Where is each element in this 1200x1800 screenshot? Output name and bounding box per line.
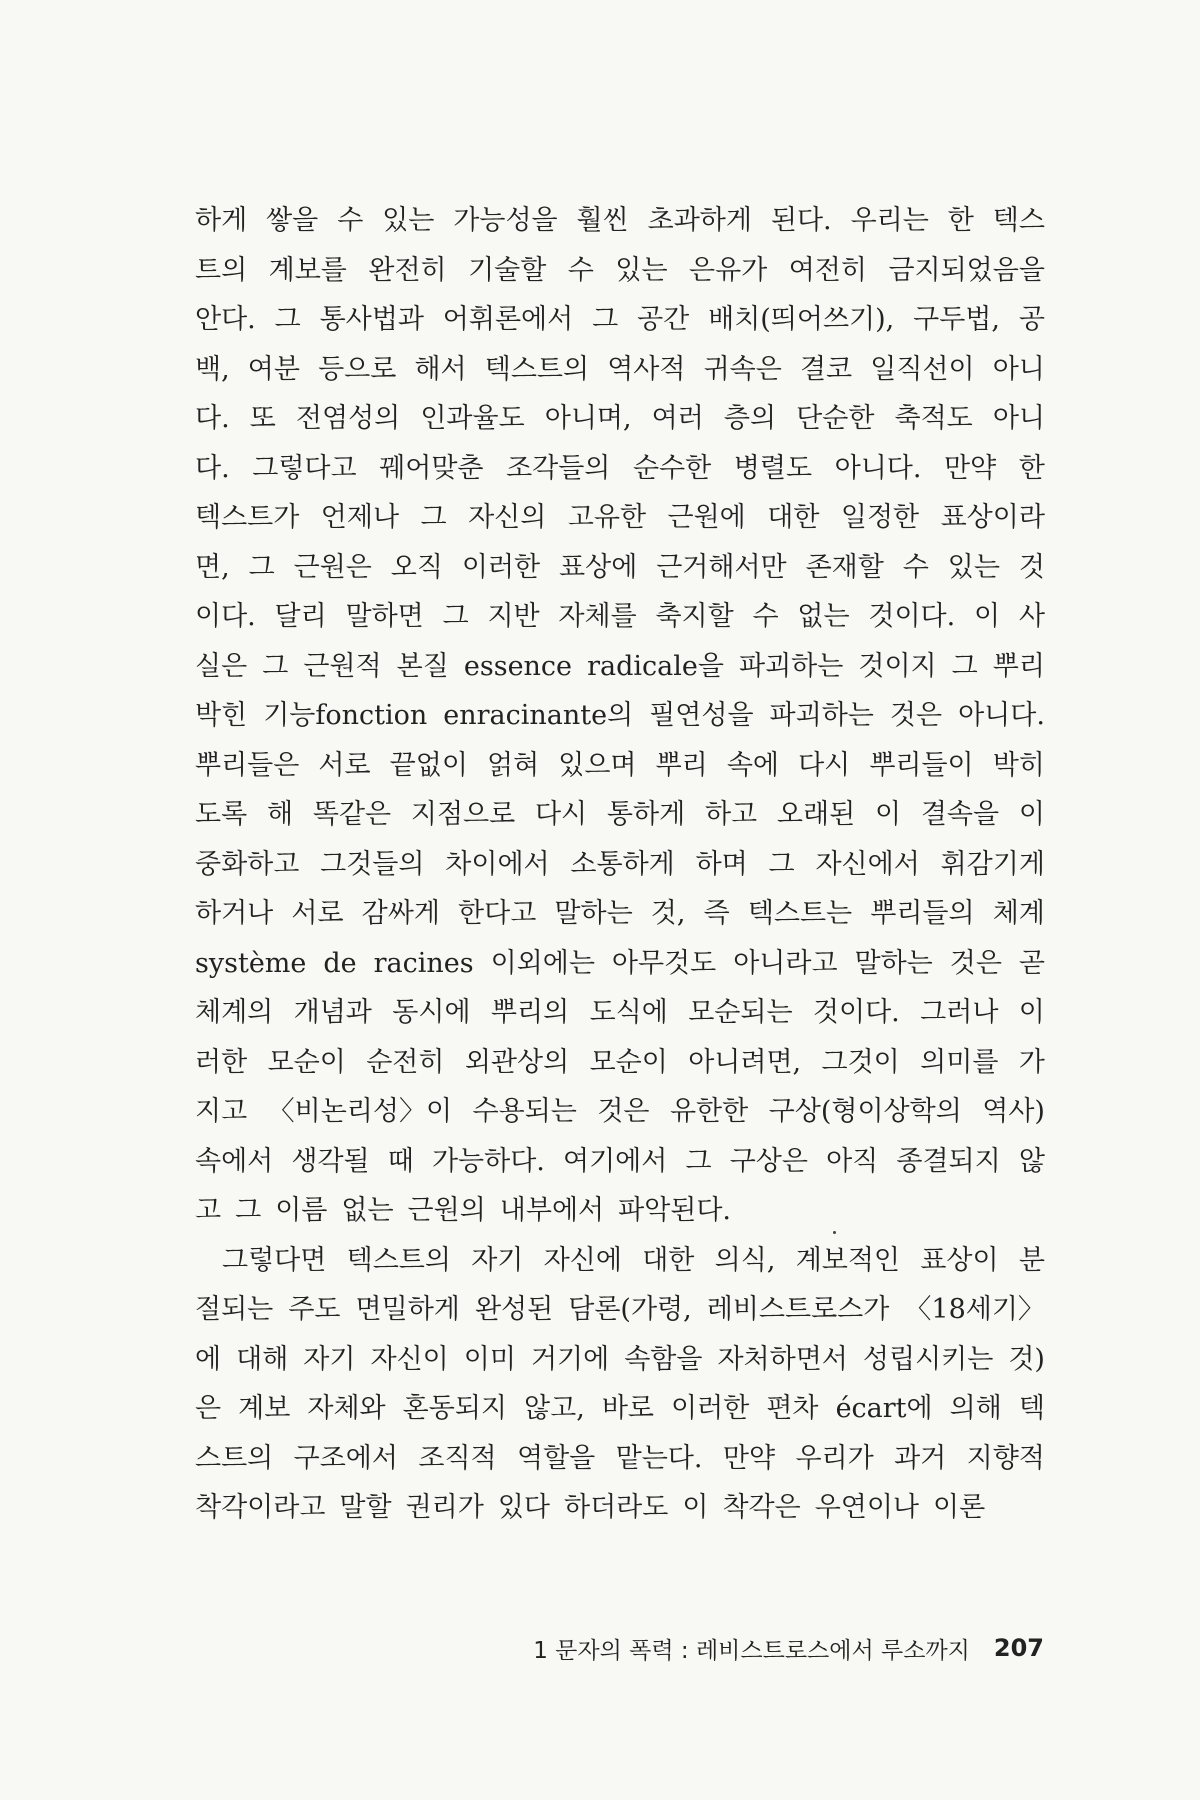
word: 수 (902, 551, 929, 583)
word: 뿌리 (992, 650, 1045, 682)
word: 이다. (195, 601, 256, 632)
word: 병렬도 (733, 452, 813, 484)
body-text (195, 196, 1045, 1533)
word: 속에서 (195, 1145, 274, 1177)
word: 외관상의 (464, 1046, 570, 1078)
text-line (195, 988, 1045, 1038)
word: 지점으로 (410, 799, 516, 830)
text-line (195, 1434, 1045, 1484)
word: 않 (1018, 1145, 1045, 1177)
word: 수 (567, 254, 594, 286)
word: 유한한 (669, 1096, 749, 1127)
word: 표상이라 (940, 502, 1045, 533)
word: 뿌리의 (490, 997, 570, 1028)
word: 완성된 (474, 1294, 554, 1325)
word: 만약 (722, 1442, 776, 1474)
word: 거기에 (530, 1343, 610, 1375)
text-line (195, 295, 1045, 345)
word: 똑같은 (312, 799, 392, 830)
word: 인과율도 (420, 403, 525, 434)
word: 그 (951, 650, 978, 682)
word: 면밀하게 (355, 1294, 460, 1325)
word: 은유가 (689, 254, 768, 286)
word: 뿌리들이 (869, 749, 974, 781)
word: 단순한 (796, 403, 875, 434)
text-line (195, 493, 1045, 543)
word: 언제나 (320, 502, 400, 533)
word: 하며 (695, 848, 748, 880)
word: 사 (1018, 601, 1045, 632)
word: 러한 (195, 1046, 248, 1078)
word: 은 (195, 1393, 222, 1424)
word: 백, (195, 353, 230, 385)
word: 그 (768, 848, 795, 880)
word: 전염성의 (295, 403, 401, 434)
word: 다시 (798, 749, 851, 781)
word: 자기 (303, 1343, 356, 1375)
word: de (323, 947, 357, 979)
word: 그 (592, 304, 619, 335)
word: 말할 (339, 1492, 392, 1523)
word: 만약 (944, 452, 997, 484)
word: 고유한 (567, 502, 647, 533)
word: 이 (1018, 799, 1045, 830)
text-line (195, 1236, 1045, 1286)
word: 중화하고 (195, 848, 300, 880)
word: 트의 (195, 254, 248, 286)
word: 가능하다. (431, 1145, 545, 1177)
word: 이러한 (671, 1393, 750, 1424)
word: système (195, 947, 307, 979)
text-line (195, 246, 1045, 296)
text-line (195, 543, 1045, 593)
word: 가 (1018, 1046, 1045, 1078)
word: 하고 (704, 799, 758, 830)
word: 하게 (195, 205, 248, 236)
word: 에 (195, 1343, 222, 1375)
word: 것은 (949, 947, 1002, 979)
text-line (195, 1137, 1045, 1187)
word: 자체와 (307, 1393, 386, 1424)
text-line (195, 592, 1045, 642)
word: 일직선이 (870, 353, 975, 385)
word: 차이에서 (445, 848, 550, 880)
word: 그것들의 (320, 848, 425, 880)
word: 것, (650, 898, 686, 929)
word: 그 (262, 650, 289, 682)
word: 지고 (195, 1096, 248, 1127)
word: 본질 (396, 650, 449, 682)
word: 오직 (390, 551, 443, 583)
word: 착각은 (722, 1492, 801, 1523)
word: 이외에는 (490, 947, 595, 979)
text-line (195, 1483, 1045, 1533)
word: 다. (195, 403, 230, 434)
text-line (195, 1285, 1045, 1335)
word: 스트의 (195, 1442, 274, 1474)
word: 대한 (767, 502, 820, 533)
word: 구두법, (913, 304, 1000, 335)
word: écart에 (835, 1393, 933, 1424)
word: 모순되는 (688, 997, 793, 1028)
word: 생각될 (291, 1145, 370, 1177)
word: 〈비논리성〉이 (267, 1096, 453, 1127)
word: 파괴하는 (769, 700, 874, 731)
word: 역사) (982, 1096, 1045, 1127)
text-line (195, 345, 1045, 395)
word: 안다. (195, 304, 256, 335)
word: 근거해서만 (656, 551, 787, 583)
word: 분 (1018, 1244, 1045, 1276)
word: 〈18세기〉 (904, 1294, 1045, 1325)
word: 자신의 (468, 502, 547, 533)
word: 이 (682, 1492, 709, 1523)
word: 모순이 (267, 1046, 346, 1078)
word: 그렇다면 (222, 1244, 327, 1276)
word: 아니다. (958, 700, 1045, 731)
text-line (195, 1384, 1045, 1434)
text-line (195, 1335, 1045, 1385)
word: 결코 (799, 353, 853, 385)
word: 이러한 (461, 551, 541, 583)
word: 역사적 (607, 353, 686, 385)
word: 지반 (487, 601, 540, 632)
word: 말하는 (554, 898, 633, 929)
word: 도식에 (589, 997, 668, 1028)
word: 근원에 (667, 502, 746, 533)
word: 있으며 (558, 749, 637, 781)
word: 텍스트의 (484, 353, 590, 385)
word: 끝없이 (389, 749, 468, 781)
word: 것은 (597, 1096, 650, 1127)
word: 구상(형이상학의 (768, 1096, 962, 1127)
word: 계보적인 (795, 1244, 901, 1276)
word: 통사법과 (319, 304, 424, 335)
word: 달리 (274, 601, 327, 632)
word: 박힌 (195, 700, 248, 731)
text-line (195, 196, 1045, 246)
word: 꿰어맞춘 (379, 452, 484, 484)
word: 체계 (992, 898, 1045, 929)
word: 금지되었음을 (888, 254, 1045, 286)
word: 축적도 (894, 403, 973, 434)
word: 한 (947, 205, 974, 236)
word: 속함을 (624, 1343, 703, 1375)
word: 하더라도 (564, 1492, 669, 1523)
word: 조직적 (418, 1442, 497, 1474)
word: 역할을 (517, 1442, 596, 1474)
word: 것 (1018, 551, 1045, 583)
text-line (195, 394, 1045, 444)
word: 소통하게 (570, 848, 675, 880)
word: 있는 (382, 205, 435, 236)
word: 기술할 (468, 254, 547, 286)
word: 아무것도 (611, 947, 717, 979)
word: 의해 (949, 1393, 1002, 1424)
word: 즉 (703, 898, 730, 929)
word: 모순이 (589, 1046, 668, 1078)
text-line (195, 642, 1045, 692)
word: 여전히 (788, 254, 867, 286)
word: 된다. (770, 205, 832, 236)
word: 가능성을 (453, 205, 558, 236)
text-line (195, 741, 1045, 791)
word: 조각들의 (506, 452, 611, 484)
word: 그 (248, 551, 275, 583)
word: 파괴하는 (738, 650, 844, 682)
word: 수 (337, 205, 364, 236)
word: 다시 (534, 799, 588, 830)
word: 자신에서 (815, 848, 920, 880)
word: 순수한 (632, 452, 712, 484)
word: 여러 (651, 403, 704, 434)
word: 자신이 (370, 1343, 449, 1375)
word: 또 (249, 403, 276, 434)
word: 텍스트가 (195, 502, 300, 533)
word: 자기 (471, 1244, 524, 1276)
word: 내부에서 (499, 1195, 605, 1226)
word: 아직 (826, 1145, 879, 1177)
word: 수 (752, 601, 779, 632)
word: 없는 (341, 1195, 394, 1226)
word: 일정한 (840, 502, 920, 533)
word: 그 (274, 304, 301, 335)
word: 자체를 (558, 601, 637, 632)
word: 근원적 (303, 650, 382, 682)
word: 성립시키는 (862, 1343, 994, 1375)
word: 도록 (195, 799, 248, 830)
word: 담론(가령, (568, 1294, 692, 1325)
print-speck (833, 1231, 836, 1234)
word: 자신에 (543, 1244, 622, 1276)
word: 개념과 (293, 997, 372, 1028)
word: 그 (420, 502, 447, 533)
word: 파악된다. (618, 1195, 732, 1226)
word: 대한 (642, 1244, 695, 1276)
text-line (195, 1087, 1045, 1137)
word: 아니라고 (733, 947, 838, 979)
word: 체계의 (195, 997, 274, 1028)
word: 동시에 (392, 997, 471, 1028)
word: 감싸게 (361, 898, 440, 929)
word: 이론 (933, 1492, 986, 1523)
word: 오래된 (776, 799, 856, 830)
word: 구상은 (729, 1145, 808, 1177)
word: 아니며, (544, 403, 632, 434)
word: 레비스트로스가 (706, 1294, 890, 1325)
word: 텍스트는 (747, 898, 853, 929)
word: 표상에 (559, 551, 638, 583)
word: 의식, (714, 1244, 776, 1276)
word: 우연이나 (814, 1492, 920, 1523)
word: 통하게 (606, 799, 686, 830)
text-line (195, 444, 1045, 494)
word: 표상이 (920, 1244, 999, 1276)
word: 이 (874, 799, 902, 830)
word: 텍스트의 (346, 1244, 451, 1276)
word: 아니려면, (688, 1046, 802, 1078)
word: 수용되는 (472, 1096, 577, 1127)
word: 혼동되지 (402, 1393, 507, 1424)
page-footer (484, 1628, 1044, 1668)
word: 근원은 (293, 551, 372, 583)
word: 우리가 (795, 1442, 874, 1474)
word: 해서 (414, 353, 467, 385)
word: 해 (266, 799, 294, 830)
word: 아니다. (834, 452, 922, 484)
word: 편차 (766, 1393, 819, 1424)
word: 뿌리들은 (195, 749, 300, 781)
word: 한다고 (458, 898, 537, 929)
word: 서로 (318, 749, 371, 781)
word: 계보를 (268, 254, 347, 286)
word: 과거 (894, 1442, 947, 1474)
word: 이 (974, 601, 1001, 632)
word: 있는 (615, 254, 668, 286)
word: 있는 (947, 551, 1000, 583)
word: 절되는 (195, 1294, 274, 1325)
word: 층의 (723, 403, 777, 434)
text-line (195, 840, 1045, 890)
word: 근원의 (407, 1195, 486, 1226)
text-line (195, 889, 1045, 939)
word: 뿌리 (655, 749, 708, 781)
word: 박히 (992, 749, 1045, 781)
word: enracinante의 (443, 700, 634, 731)
word: 것이다. (812, 997, 900, 1028)
word: 아니 (992, 403, 1045, 434)
word: 존재할 (805, 551, 884, 583)
word: 기능fonction (263, 700, 428, 731)
word: 권리가 (405, 1492, 484, 1523)
word: 우리는 (850, 205, 929, 236)
text-line (195, 1186, 1045, 1236)
word: 완전히 (368, 254, 447, 286)
word: 계보 (238, 1393, 291, 1424)
word: 구조에서 (293, 1442, 398, 1474)
word: 쌓을 (266, 205, 319, 236)
word: 여기에서 (563, 1145, 668, 1177)
word: 배치(띄어쓰기), (708, 304, 895, 335)
word: 그 (235, 1195, 262, 1226)
word: 결속을 (920, 799, 1000, 830)
word: 곧 (1018, 947, 1045, 979)
word: 그렇다고 (252, 452, 357, 484)
word: 다. (195, 452, 230, 484)
word: 않고, (524, 1393, 585, 1424)
word: 바로 (601, 1393, 654, 1424)
word: 착각이라고 (195, 1492, 326, 1523)
word: 면, (195, 551, 230, 583)
word: 맡는다. (615, 1442, 703, 1474)
text-line (195, 1038, 1045, 1088)
word: 없는 (797, 601, 850, 632)
word: 귀속은 (703, 353, 782, 385)
word: 어휘론에서 (442, 304, 574, 335)
word: 의미를 (920, 1046, 999, 1078)
word: 대해 (236, 1343, 289, 1375)
word: 초과하게 (647, 205, 752, 236)
running-head: 1 문자의 폭력 : 레비스트로스에서 루소까지 (533, 1637, 970, 1664)
word: 있다 (497, 1492, 551, 1523)
word: 것은 (889, 700, 943, 731)
word: 고 (195, 1195, 222, 1226)
word: radicale을 (587, 650, 724, 682)
word: 그러나 (920, 997, 999, 1028)
word: 것이지 (858, 650, 937, 682)
word: 그 (442, 601, 469, 632)
word: 말하는 (854, 947, 933, 979)
text-line (195, 939, 1045, 989)
page-number: 207 (993, 1634, 1044, 1662)
word: 순전히 (366, 1046, 445, 1078)
word: 텍스 (992, 205, 1045, 236)
word: 축지할 (655, 601, 734, 632)
word: 지향적 (966, 1442, 1045, 1474)
word: 아니 (992, 353, 1045, 385)
word: 것이다. (868, 601, 956, 632)
word: 이미 (463, 1343, 516, 1375)
word: 속에 (726, 749, 779, 781)
word: 말하면 (345, 601, 424, 632)
word: 여분 (247, 353, 300, 385)
word: 서로 (291, 898, 344, 929)
word: 것) (1008, 1343, 1045, 1375)
word: 텍 (1018, 1393, 1045, 1424)
word: 주도 (288, 1294, 341, 1325)
word: 때 (387, 1145, 414, 1177)
word: 종결되지 (896, 1145, 1001, 1177)
word: 휘감기게 (940, 848, 1045, 880)
word: essence (463, 650, 573, 682)
word: 그것이 (821, 1046, 900, 1078)
word: 공 (1018, 304, 1045, 335)
word: 훨씬 (576, 205, 629, 236)
word: 등으로 (318, 353, 397, 385)
word: 실은 (195, 650, 248, 682)
word: 필연성을 (649, 700, 754, 731)
word: 하거나 (195, 898, 274, 929)
word: 얽혀 (486, 749, 540, 781)
word: 뿌리들의 (870, 898, 975, 929)
word: 공간 (637, 304, 690, 335)
word: 자처하면서 (717, 1343, 848, 1375)
word: 이름 (275, 1195, 328, 1226)
word: 이 (1018, 997, 1045, 1028)
word: 그 (685, 1145, 712, 1177)
word: 한 (1018, 452, 1045, 484)
word: racines (373, 947, 474, 979)
text-line (195, 790, 1045, 840)
text-line (195, 691, 1045, 741)
